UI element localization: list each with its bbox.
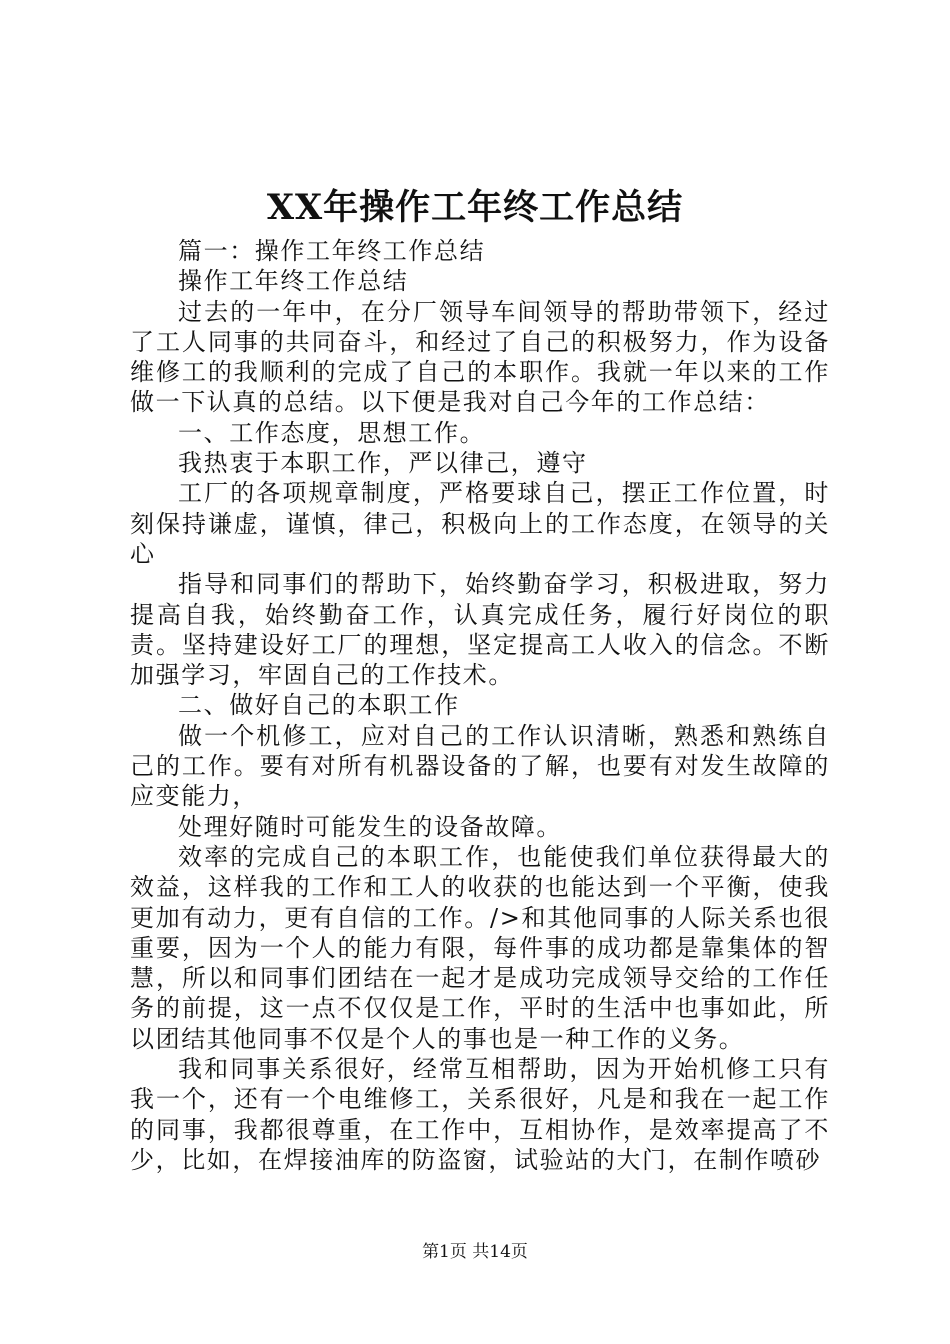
document-body [130, 236, 830, 1175]
paragraph-duty-faults: 处理好随时可能发生的设备故障。 [178, 812, 562, 841]
paragraph-intro: 过去的一年中，在分厂领导车间领导的帮助带领下，经过了工人同事的共同奋斗，和经过了自己的积极努力，作为设备维修工的我顺利的完成了自己的本职作。我就一年以来的工作做一下认真的总结。以下便是我对自己今年的工作总结： [130, 297, 830, 417]
document-title: XX年操作工年终工作总结 [266, 187, 684, 228]
section-heading-duty: 二、做好自己的本职工作 [178, 691, 460, 720]
paragraph-colleagues: 我和同事关系很好，经常互相帮助，因为开始机修工只有我一个，还有一个电维修工，关系很好，凡是和我在一起工作的同事，我都很尊重，在工作中，互相协作，是效率提高了不少，比如，在焊接油库的防盗窗，试验站的大门，在制作喷砂 [130, 1055, 830, 1174]
paragraph-attitude-lead: 我热衷于本职工作，严以律己，遵守 [178, 449, 588, 478]
page-footer: 第1页 共14页 [422, 1242, 528, 1262]
paragraph-heading-part-one: 篇一：操作工年终工作总结 [178, 237, 486, 265]
paragraph-duty-mechanic: 做一个机修工，应对自己的工作认识清晰，熟悉和熟练自己的工作。要有对所有机器设备的了解，也要有对发生故障的应变能力， [130, 721, 830, 811]
section-heading-attitude: 一、工作态度，思想工作。 [178, 418, 486, 447]
paragraph-attitude-guidance: 指导和同事们的帮助下，始终勤奋学习，积极进取，努力提高自我，始终勤奋工作，认真完成任务，履行好岗位的职责。坚持建设好工厂的理想，坚定提高工人收入的信念。不断加强学习，牢固自己的工作技术。 [130, 570, 830, 690]
paragraph-efficiency: 效率的完成自己的本职工作，也能使我们单位获得最大的效益，这样我的工作和工人的收获的也能达到一个平衡，使我更加有动力，更有自信的工作。/>和其他同事的人际关系也很重要，因为一个人的能力有限，每件事的成功都是靠集体的智慧，所以和同事们团结在一起才是成功完成领导交给的工作任务的前提，这一点不仅仅是工作，平时的生活中也事如此，所以团结其他同事不仅是个人的事也是一种工作的义务。 [130, 842, 830, 1053]
paragraph-attitude-rules: 工厂的各项规章制度，严格要球自己，摆正工作位置，时刻保持谦虚，谨慎，律己，积极向上的工作态度，在领导的关心 [130, 479, 830, 568]
paragraph-subtitle: 操作工年终工作总结 [178, 267, 409, 296]
